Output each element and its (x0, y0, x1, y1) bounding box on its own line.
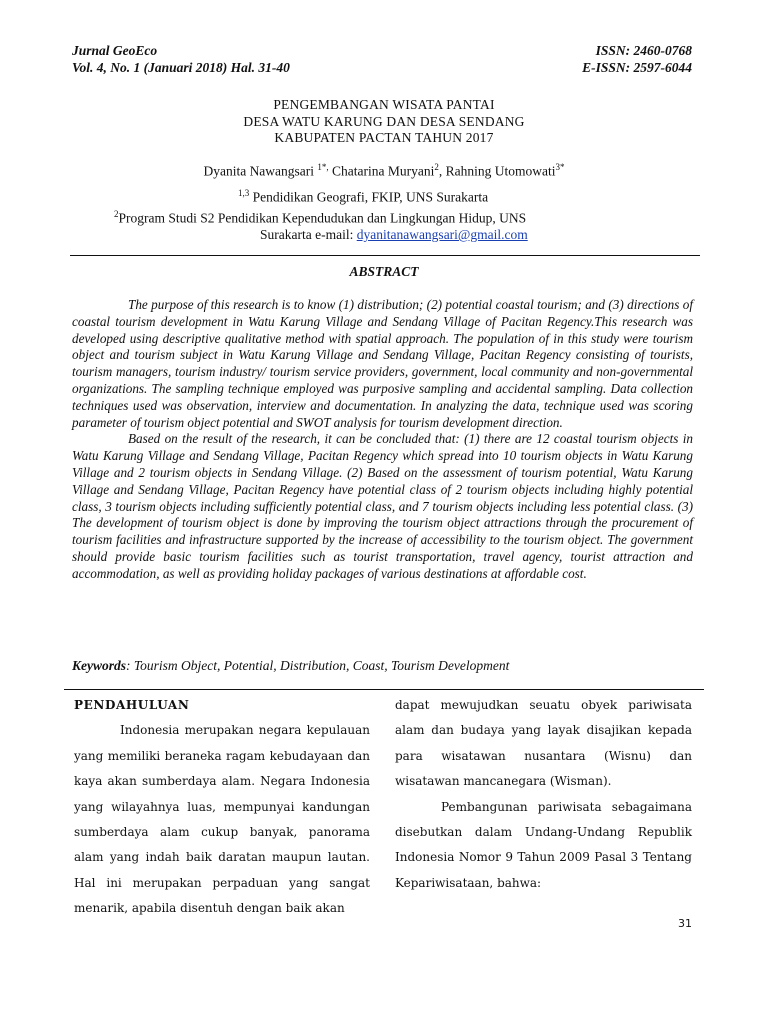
abstract-body (72, 297, 693, 583)
body-paragraph: Pembangunan pariwisata sebagaimana disebutkan dalam Undang-Undang Republik Indonesia Nomor 9 Tahun 2009 Pasal 3 Tentang Kepariwisataan, bahwa: (395, 799, 692, 890)
title-line-3: KABUPATEN PACTAN TAHUN 2017 (274, 130, 494, 145)
keywords (72, 658, 509, 674)
author-list (0, 158, 768, 181)
author-2: Chatarina Muryani (328, 163, 435, 179)
author-3: , Rahning Utomowati (438, 163, 556, 179)
page-number: 31 (678, 917, 692, 930)
affiliation-2-sup: 2 (114, 209, 119, 219)
section-heading: PENDAHULUAN (74, 698, 190, 712)
body-column-left (74, 693, 370, 922)
affiliation-2-text: Program Studi S2 Pendidikan Kependudukan dan Lingkungan Hidup, UNS (118, 210, 527, 226)
email-prefix: Surakarta e-mail: (260, 227, 357, 242)
title-line-1: PENGEMBANGAN WISATA PANTAI (273, 97, 495, 112)
affiliation-1-text: Pendidikan Geografi, FKIP, UNS Surakarta (249, 189, 489, 205)
body-column-right (395, 693, 692, 896)
keywords-text: : Tourism Object, Potential, Distribution, Coast, Tourism Development (126, 658, 510, 673)
abstract-paragraph-1: The purpose of this research is to know (1) distribution; (2) potential coastal tourism; and (3) directions of coastal tourism development in Watu Karung Village and Sendang Village of Pacitan Regency.This research was developed using descriptive qualitative method with spatial approach. The population of in this study were tourism object and tourism subject in Watu Karung Village and Sendang Village, Pacitan Regency consisting of tourists, tourism managers, tourism industry/ tourism service providers, government, local community and non-governmental organizations. The sampling technique employed was purposive sampling and accidental sampling. Data collection techniques used was observation, interview and documentation. In analyzing the data, technique used was scoring parameter of tourism object potential and SWOT analysis for tourism development direction. (72, 297, 693, 430)
journal-volume: Vol. 4, No. 1 (Januari 2018) Hal. 31-40 (72, 60, 290, 75)
affiliation-1-sup: 1,3 (238, 188, 250, 198)
body-paragraph: dapat mewujudkan seuatu obyek pariwisata alam dan budaya yang layak disajikan kepada para wisatawan nusantara (Wisnu) dan wisatawan mancanegara (Wisman). (395, 698, 692, 789)
divider-top (70, 255, 700, 256)
journal-header-left (72, 42, 290, 76)
author-1: Dyanita Nawangsari (203, 163, 315, 179)
abstract-heading: ABSTRACT (349, 264, 419, 279)
journal-header-right (582, 42, 692, 76)
eissn: E-ISSN: 2597-6044 (582, 60, 692, 75)
affiliation-1 (238, 184, 488, 207)
author-1-sup: 1*, (317, 162, 329, 172)
contact-email (260, 226, 528, 244)
journal-name: Jurnal GeoEco (72, 43, 158, 58)
body-paragraph: Indonesia merupakan negara kepulauan yang memiliki beraneka ragam kebudayaan dan kaya akan sumberdaya alam. Negara Indonesia yang wilayahnya luas, mempunyai kandungan sumberdaya alam cukup banyak, panorama alam yang indah baik daratan maupun lautan. Hal ini merupakan perpaduan yang sangat menarik, apabila disentuh dengan baik akan (74, 723, 370, 916)
issn: ISSN: 2460-0768 (595, 43, 692, 58)
email-link[interactable]: dyanitanawangsari@gmail.com (356, 227, 528, 242)
abstract-paragraph-2: Based on the result of the research, it can be concluded that: (1) there are 12 coastal tourism objects in Watu Karung Village and Sendang Village, Pacitan Regency which spread into 10 tourism objects in Watu Karung Village and 2 tourism objects in Sendang Village. (2) Based on the assessment of tourism potential, Watu Karung Village and Sendang Village, Pacitan Regency have potential class of 2 tourism objects including highly potential class, 3 tourism objects including sufficiently potential class, and 7 tourism objects including less potential class. (3) The development of tourism object is done by improving the tourism object attractions through the procurement of tourism facilities and infrastructure supported by the increase of accessibility to the tourism object. The government should provide basic tourism facilities such as tourist transportation, travel agency, tourist attraction and accommodation, as well as providing holiday packages of various destinations at affordable cost. (72, 431, 693, 581)
divider-bottom (64, 689, 704, 690)
title-line-2: DESA WATU KARUNG DAN DESA SENDANG (243, 113, 525, 129)
keywords-label: Keywords (72, 658, 126, 673)
affiliation-2 (114, 205, 526, 228)
author-3-sup: 3* (555, 162, 565, 172)
paper-title (0, 97, 768, 147)
author-2-sup: 2 (434, 162, 439, 172)
